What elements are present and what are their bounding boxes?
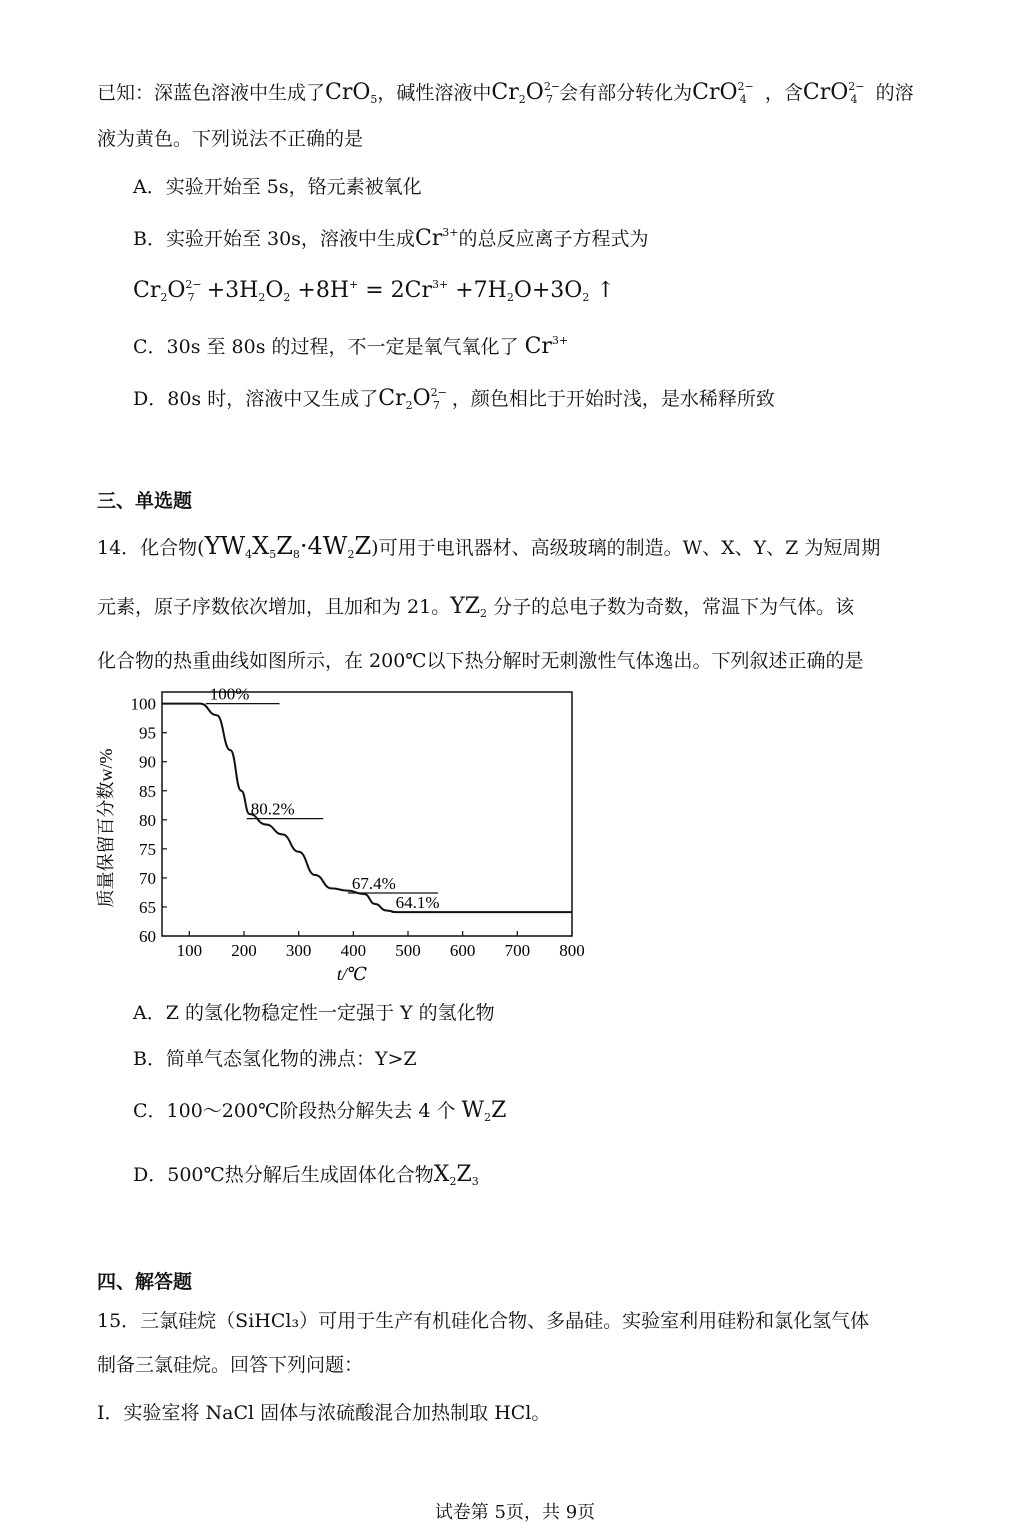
q14-option-c: C．100～200℃阶段热分解失去 4 个 $W_2Z$ bbox=[133, 1098, 507, 1124]
q13-option-a: A．实验开始至 5s，铬元素被氧化 bbox=[133, 176, 422, 198]
q13-option-b: B．实验开始至 30s，溶液中生成$Cr^{3+}$的总反应离子方程式为 bbox=[133, 226, 649, 251]
page-footer: 试卷第 5页，共 9页 bbox=[434, 1502, 596, 1523]
q14-option-d: D．500℃热分解后生成固体化合物$X_2Z_3$ bbox=[133, 1162, 479, 1188]
y-tick-label: 60 bbox=[139, 927, 156, 946]
y-tick-label: 85 bbox=[139, 781, 156, 801]
x-axis-label: t/℃ bbox=[336, 964, 368, 984]
q14-stem-line-1: 14．化合物$(YW_4X_5Z_8\cdot 4W_2Z)$可用于电讯器材、高级玻璃的制造。W、X、Y、Z 为短周期 bbox=[97, 532, 881, 561]
annotation-label: 64.1% bbox=[395, 893, 440, 913]
section-3-heading: 三、单选题 bbox=[97, 490, 193, 512]
q14-stem-line-3: 化合物的热重曲线如图所示，在 200℃以下热分解时无刺激性气体逸出。下列叙述正确的是 bbox=[97, 650, 864, 672]
thermogravimetric-chart bbox=[90, 688, 600, 993]
y-tick-label: 90 bbox=[139, 752, 156, 772]
y-tick-label: 65 bbox=[139, 897, 156, 917]
q13-option-d: D．80s 时，溶液中又生成了$Cr_2O^{2-}_7$ ，颜色相比于开始时浅，是水稀释所致 bbox=[133, 386, 775, 412]
q15-stem-line-2: 制备三氯硅烷。回答下列问题： bbox=[97, 1354, 364, 1376]
y-axis-label: 质量保留百分数w/% bbox=[96, 748, 116, 908]
known-conditions-line: 已知：深蓝色溶液中生成了CrO$_5$，碱性溶液中$Cr_2O^{2-}_7$ 会有部分转化为CrO$^{2-}_4$ ，含CrO$^{2-}_4$ 的溶 bbox=[97, 80, 914, 106]
q15-stem-line-1: 15．三氯硅烷（SiHCl₃）可用于生产有机硅化合物、多晶硅。实验室利用硅粉和氯化氢气体 bbox=[97, 1310, 870, 1332]
q13-option-c: C．30s 至 80s 的过程，不一定是氧气氧化了 $Cr^{3+}$ bbox=[133, 334, 569, 359]
x-tick-label: 300 bbox=[285, 941, 312, 960]
x-tick-label: 500 bbox=[395, 941, 421, 960]
y-tick-label: 80 bbox=[139, 810, 156, 830]
q14-stem-line-2: 元素，原子序数依次增加，且加和为 21。$YZ_2$ 分子的总电子数为奇数，常温下为气体。该 bbox=[97, 594, 855, 620]
y-tick-label: 70 bbox=[139, 868, 156, 888]
annotation-label: 80.2% bbox=[250, 799, 295, 819]
q13-equation: $Cr_2O^{2-}_7 +3H_2O_2 +8H^+ = 2Cr^{3+} +7H_2O+3O_2$ ↑ bbox=[133, 278, 615, 304]
section-4-heading: 四、解答题 bbox=[97, 1271, 193, 1293]
known-conditions-line-2: 液为黄色。下列说法不正确的是 bbox=[97, 128, 364, 150]
x-tick-label: 700 bbox=[504, 941, 531, 960]
x-tick-label: 400 bbox=[340, 941, 367, 960]
q14-option-b: B．简单气态氢化物的沸点：Y>Z bbox=[133, 1048, 417, 1070]
x-tick-label: 200 bbox=[231, 941, 257, 960]
y-tick-label: 75 bbox=[139, 839, 156, 859]
y-tick-label: 100 bbox=[130, 694, 156, 714]
annotation-label: 67.4% bbox=[351, 874, 396, 894]
q14-option-a: A．Z 的氢化物稳定性一定强于 Y 的氢化物 bbox=[133, 1002, 495, 1024]
x-tick-label: 100 bbox=[176, 941, 203, 960]
y-tick-label: 95 bbox=[139, 723, 156, 743]
q15-part-1: I．实验室将 NaCl 固体与浓硫酸混合加热制取 HCl。 bbox=[97, 1402, 551, 1424]
x-tick-label: 800 bbox=[559, 941, 585, 960]
x-tick-label: 600 bbox=[449, 941, 476, 960]
annotation-label: 100% bbox=[209, 688, 250, 704]
